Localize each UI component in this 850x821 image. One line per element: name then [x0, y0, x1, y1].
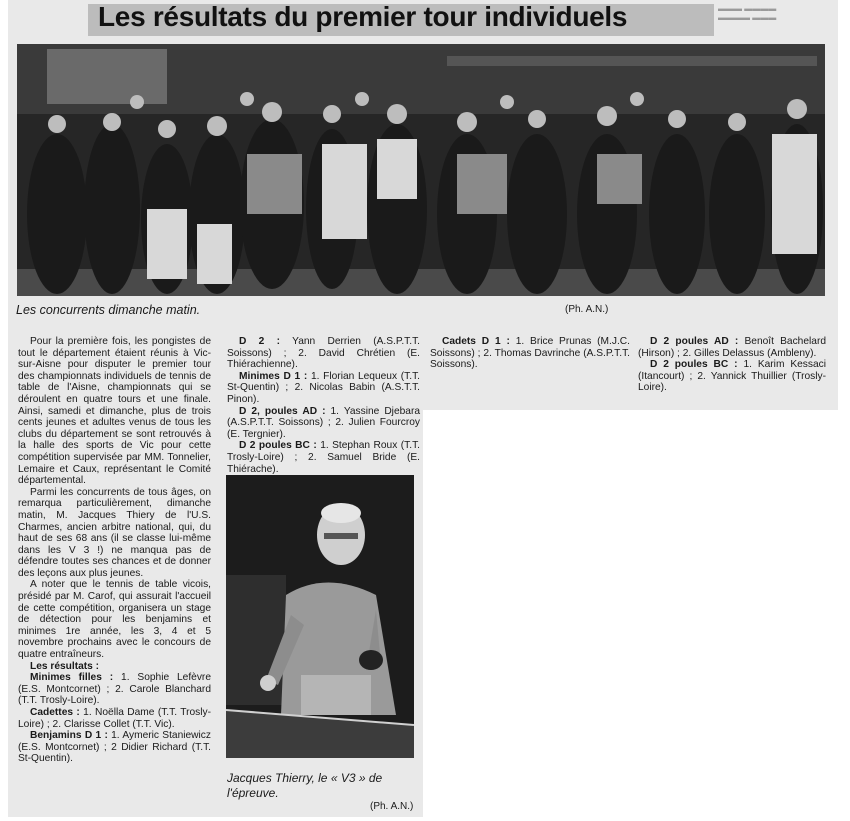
result-d2-poules-bc: D 2 poules BC : 1. Stephan Roux (T.T. Trosly-Loire) ; 2. Samuel Bride (E. Thiérache).: [227, 440, 420, 475]
portrait-photo-caption: Jacques Thierry, le « V3 » de l'épreuve.: [227, 771, 383, 800]
result-d2: D 2 : Yann Derrien (A.S.P.T.T. Soissons) ; 2. David Chrétien (E. Thiérachienne).: [227, 336, 421, 371]
paragraph-thiery: Parmi les concurrents de tous âges, on remarqua particulièrement, dimanche matin, M. Jacques Thiery de l'U.S. Charmes, ancien arbitre national, qui, du haut de ses 68 ans (il se classe lui-même dans les V 3 !) ne manqua pas de défendre toutes ses chances et de donner des leçons aux plus jeunes.: [18, 486, 211, 579]
bleed-through-text: ▬▬▬ ▬▬▬▬ ▬▬▬▬ ▬▬▬: [718, 4, 777, 22]
portrait-photo-credit: (Ph. A.N.): [370, 801, 414, 812]
column-4: [638, 336, 826, 394]
paragraph-intro: Pour la première fois, les pongistes de tout le département étaient réunis à Vic-sur-Aisne pour disputer le premier tour des championnats individuels de tennis de table de l'Aisne, championnats qui se déroulent en quatre tours et une finale. Ainsi, samedi et dimanche, plus de trois cents jeunes et adultes venus de tous les clubs du département se sont retrouvés à la halle des sports de Vic pour cette compétition supervisée par MM. Tonnelier, Lemaire et Caux, représentant le Comité départemental.: [18, 336, 211, 487]
result-cadets-d1: Cadets D 1 : 1. Brice Prunas (M.J.C. Soissons) ; 2. Thomas Davrinche (A.S.P.T.T. Soissons).: [430, 336, 630, 371]
group-photo-caption: Les concurrents dimanche matin.: [16, 303, 201, 317]
column-3: [430, 336, 630, 371]
result-cadettes: Cadettes : 1. Noëlla Dame (T.T. Trosly-Loire) ; 2. Clarisse Collet (T.T. Vic).: [18, 707, 211, 730]
group-photo-credit: (Ph. A.N.): [565, 304, 609, 315]
result-minimes-d1: Minimes D 1 : 1. Florian Lequeux (T.T. St-Quentin) ; 2. Nicolas Babin (A.S.T.T. Pinon).: [227, 370, 420, 405]
headline: Les résultats du premier tour individuels: [98, 1, 628, 32]
portrait-photo: [226, 475, 414, 758]
result-minimes-filles: Minimes filles : 1. Sophie Lefèvre (E.S. Montcornet) ; 2. Carole Blanchard (T.T. Trosly-Loire).: [18, 672, 211, 707]
group-photo-image: [17, 44, 825, 296]
group-photo: [17, 44, 825, 296]
result-d2-poules-ad: D 2, poules AD : 1. Yassine Djebara (A.S.P.T.T. Soissons) ; 2. Julien Fourcroy (E. Tergnier).: [227, 405, 421, 440]
result-cadets-d2-ad: D 2 poules AD : Benoît Bachelard (Hirson) ; 2. Gilles Delassus (Ambleny).: [638, 336, 826, 359]
column-2: [227, 336, 420, 475]
paragraph-stage: A noter que le tennis de table vicois, présidé par M. Carof, qui assurait l'accueil de cette compétition, organisera un stage de détection pour les benjamins et minimes 1re année, les 3, 4 et 5 novembre prochains avec le concours de quatre entraîneurs.: [18, 579, 211, 661]
column-1: [18, 336, 211, 765]
result-benjamins-d1: Benjamins D 1 : 1. Aymeric Staniewicz (E.S. Montcornet) ; 2 Didier Richard (T.T. St-Quentin).: [18, 730, 211, 765]
result-cadets-d2-bc: D 2 poules BC : 1. Karim Kessaci (Itancourt) ; 2. Yannick Thuillier (Trosly-Loire).: [638, 359, 826, 394]
results-heading: Les résultats :: [30, 660, 100, 672]
portrait-photo-image: [226, 475, 414, 758]
